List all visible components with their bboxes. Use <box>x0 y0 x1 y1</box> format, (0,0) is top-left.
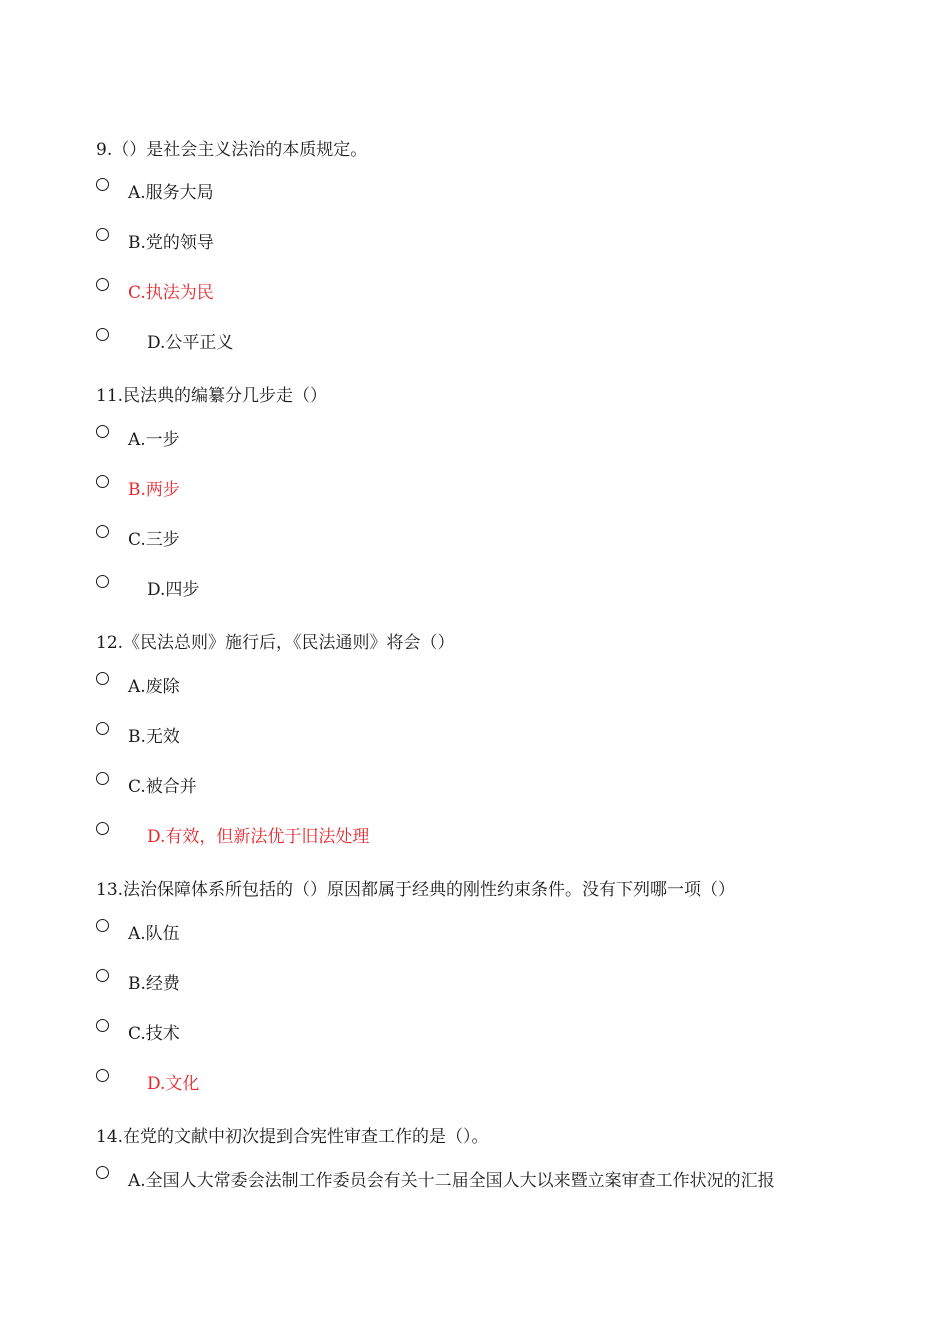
option-label: A.一步 <box>128 430 180 450</box>
option-label: A.队伍 <box>128 924 180 944</box>
option-label: B.经费 <box>128 974 180 994</box>
question-14-text: 14.在党的文献中初次提到合宪性审查工作的是（）。 <box>96 1127 489 1147</box>
option-label: C.技术 <box>128 1024 180 1044</box>
option-label: B.无效 <box>128 727 180 747</box>
radio-icon[interactable] <box>96 1166 109 1179</box>
question-12-text: 12.《民法总则》施行后，《民法通则》将会（） <box>96 633 455 653</box>
option-label-correct: C.执法为民 <box>128 283 214 303</box>
radio-icon[interactable] <box>96 228 109 241</box>
radio-icon[interactable] <box>96 1019 109 1032</box>
option-label-correct: D.有效，但新法优于旧法处理 <box>147 827 370 847</box>
radio-icon[interactable] <box>96 575 109 588</box>
option-label-correct: B.两步 <box>128 480 180 500</box>
radio-icon[interactable] <box>96 328 109 341</box>
option-label: D.四步 <box>147 580 200 600</box>
radio-icon[interactable] <box>96 969 109 982</box>
question-9-text: 9.（）是社会主义法治的本质规定。 <box>96 140 368 160</box>
option-label: A.废除 <box>128 677 180 697</box>
radio-icon[interactable] <box>96 178 109 191</box>
option-label: D.公平正义 <box>147 333 234 353</box>
radio-icon[interactable] <box>96 1069 109 1082</box>
option-label-correct: D.文化 <box>147 1074 200 1094</box>
radio-icon[interactable] <box>96 722 109 735</box>
option-label: C.被合并 <box>128 777 197 797</box>
radio-icon[interactable] <box>96 822 109 835</box>
radio-icon[interactable] <box>96 672 109 685</box>
radio-icon[interactable] <box>96 278 109 291</box>
radio-icon[interactable] <box>96 772 109 785</box>
option-label: B.党的领导 <box>128 233 214 253</box>
option-label: C.三步 <box>128 530 180 550</box>
option-label: A.服务大局 <box>128 183 214 203</box>
radio-icon[interactable] <box>96 425 109 438</box>
option-label: A.全国人大常委会法制工作委员会有关十二届全国人大以来暨立案审查工作状况的汇报 <box>128 1171 775 1191</box>
question-13-text: 13.法治保障体系所包括的（）原因都属于经典的刚性约束条件。没有下列哪一项（） <box>96 880 736 900</box>
radio-icon[interactable] <box>96 919 109 932</box>
radio-icon[interactable] <box>96 475 109 488</box>
radio-icon[interactable] <box>96 525 109 538</box>
question-11-text: 11.民法典的编纂分几步走（） <box>96 386 328 406</box>
